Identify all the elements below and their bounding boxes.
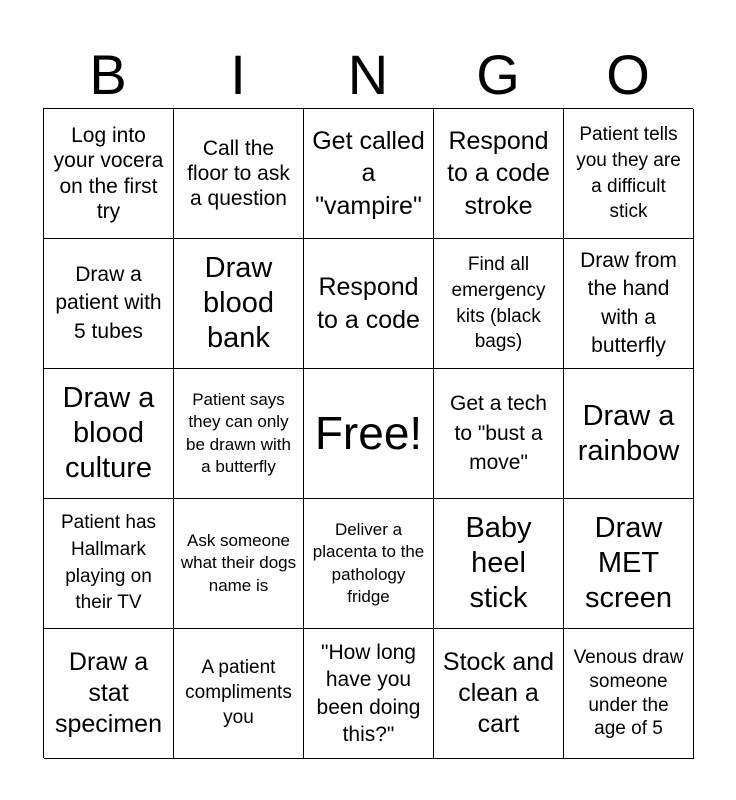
bingo-cell[interactable] <box>174 239 304 369</box>
bingo-cell[interactable] <box>564 499 694 629</box>
bingo-cell-text: Baby heel stick <box>465 512 532 614</box>
bingo-cell-text: Patient says they can only be drawn with a butterfly <box>186 390 291 476</box>
bingo-cell[interactable] <box>434 629 564 759</box>
bingo-cell-text: Ask someone what their dogs name is <box>180 531 297 595</box>
bingo-cell[interactable] <box>304 629 434 759</box>
bingo-cell-text: Get called a "vampire" <box>312 126 425 220</box>
bingo-cell-text: Draw from the hand with a butterfly <box>580 248 677 357</box>
bingo-cell-text: Deliver a placenta to the pathology fridge <box>312 520 425 606</box>
bingo-cell-text: Stock and clean a cart <box>442 647 555 739</box>
bingo-cell-text: A patient compliments you <box>185 657 292 728</box>
bingo-cell[interactable] <box>434 239 564 369</box>
bingo-cell[interactable] <box>44 369 174 499</box>
bingo-cell[interactable] <box>174 629 304 759</box>
bingo-cell-text: "How long have you been doing this?" <box>316 640 421 746</box>
bingo-cell-text: Call the floor to ask a question <box>187 136 290 211</box>
bingo-cell-text: Patient has Hallmark playing on their TV <box>60 512 157 614</box>
bingo-cell[interactable] <box>44 109 174 239</box>
bingo-cell-text: Draw a patient with 5 tubes <box>55 262 162 343</box>
bingo-cell[interactable] <box>564 629 694 759</box>
bingo-cell[interactable] <box>174 499 304 629</box>
bingo-cell-text: Respond to a code stroke <box>447 126 550 220</box>
bingo-cell[interactable] <box>304 109 434 239</box>
bingo-cell[interactable] <box>304 239 434 369</box>
bingo-board <box>43 108 693 758</box>
bingo-cell[interactable] <box>434 109 564 239</box>
bingo-cell[interactable] <box>564 369 694 499</box>
header-letter-n: N <box>347 43 389 106</box>
bingo-cell[interactable] <box>44 239 174 369</box>
bingo-cell[interactable] <box>44 499 174 629</box>
bingo-cell[interactable] <box>44 629 174 759</box>
bingo-cell[interactable] <box>564 239 694 369</box>
bingo-cell-text: Find all emergency kits (black bags) <box>451 254 546 353</box>
header-letter-g: G <box>476 43 520 106</box>
header-letter-b: B <box>89 43 127 106</box>
bingo-cell-text: Get a tech to "bust a move" <box>450 392 547 475</box>
bingo-cell-text: Respond to a code <box>317 273 420 334</box>
bingo-cell-text: Draw a blood culture <box>62 382 155 484</box>
bingo-cell-text: Log into your vocera on the first try <box>53 124 164 223</box>
free-space-text: Free! <box>314 406 423 459</box>
bingo-cell-text: Draw a rainbow <box>577 399 680 467</box>
header-letter-o: O <box>606 43 650 106</box>
bingo-header <box>43 42 693 108</box>
bingo-cell-text: Patient tells you they are a difficult stick <box>576 124 681 223</box>
bingo-cell[interactable] <box>564 109 694 239</box>
bingo-cell-free[interactable] <box>304 369 434 499</box>
bingo-cell[interactable] <box>174 369 304 499</box>
bingo-cell-text: Draw MET screen <box>584 512 673 614</box>
bingo-cell[interactable] <box>174 109 304 239</box>
header-letter-i: I <box>230 43 246 106</box>
bingo-cell-text: Venous draw someone under the age of 5 <box>573 647 684 740</box>
bingo-cell[interactable] <box>434 369 564 499</box>
bingo-cell[interactable] <box>304 499 434 629</box>
bingo-cell-text: Draw a stat specimen <box>55 647 162 739</box>
bingo-cell[interactable] <box>434 499 564 629</box>
bingo-cell-text: Draw blood bank <box>203 252 274 354</box>
